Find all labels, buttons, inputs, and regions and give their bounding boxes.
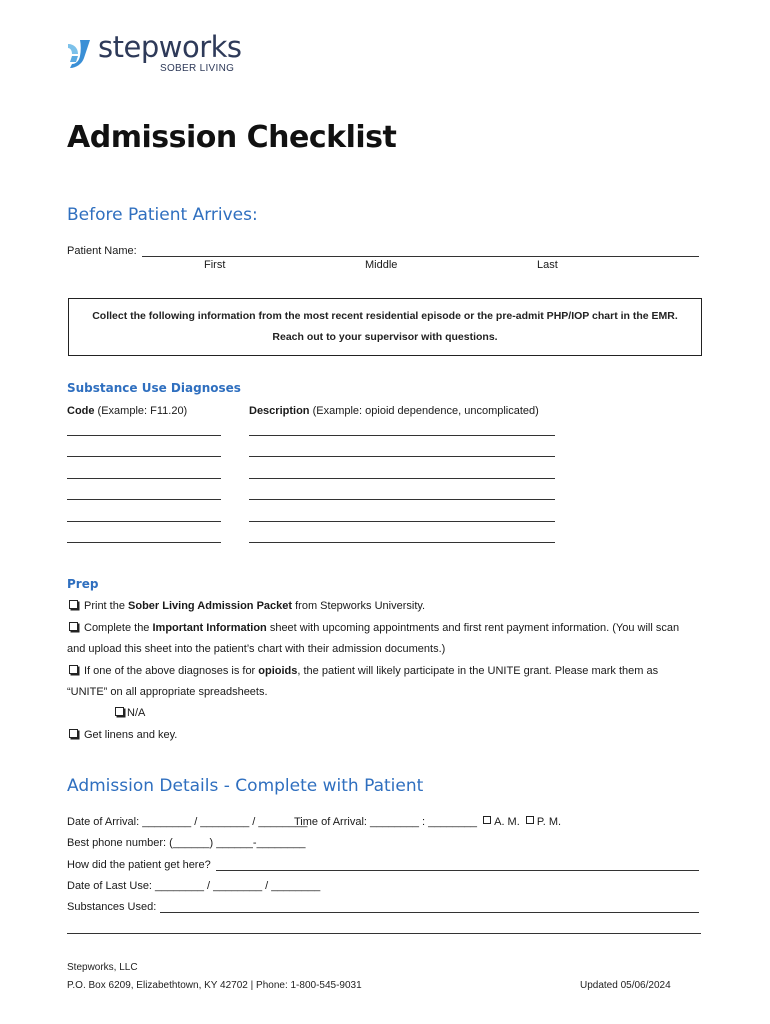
description-label: Description [249,405,310,417]
code-field-1[interactable] [67,435,221,436]
patient-name-field[interactable] [142,256,699,257]
code-field-2[interactable] [67,456,221,457]
pm-label: P. M. [536,816,562,828]
description-example: (Example: opioid dependence, uncomplicated) [309,405,539,417]
prep-item-print-packet [69,600,425,612]
prep-item-1-post: from Stepworks University. [292,600,426,612]
checkbox[interactable] [115,707,124,716]
how-arrived-field[interactable] [216,870,699,871]
am-checkbox[interactable] [483,816,491,824]
prep-item-2-continuation: and upload this sheet into the patient’s chart with their admission documents.) [67,643,446,655]
description-field-4[interactable] [249,499,555,500]
patient-name-label: Patient Name: [67,245,137,257]
code-field-4[interactable] [67,499,221,500]
date-of-arrival-field[interactable]: Date of Arrival: ________ / ________ / ________ [67,816,308,828]
instruction-line-2: Reach out to your supervisor with questions. [272,331,498,343]
code-example: (Example: F11.20) [94,405,188,417]
substances-used-field-2[interactable] [67,933,701,934]
how-arrived-label: How did the patient get here? [67,859,211,871]
instruction-box [68,298,702,356]
code-field-6[interactable] [67,542,221,543]
prep-item-1-bold: Sober Living Admission Packet [128,600,293,612]
code-field-3[interactable] [67,478,221,479]
am-label: A. M. [494,816,520,828]
description-column-header [249,405,539,417]
footer-address: P.O. Box 6209, Elizabethtown, KY 42702 | Phone: 1-800-545-9031 [67,980,362,991]
time-of-arrival-row [294,816,561,828]
checkbox[interactable] [69,729,78,738]
details-heading: Admission Details - Complete with Patient [67,776,424,796]
first-name-caption: First [204,259,226,271]
prep-item-na [115,707,145,719]
na-label: N/A [127,707,146,719]
checkbox[interactable] [69,665,78,674]
logo-wordmark: stepworks [98,30,242,64]
prep-item-2-pre: Complete the [84,622,153,634]
description-field-2[interactable] [249,456,555,457]
prep-item-1-pre: Print the [84,600,129,612]
last-name-caption: Last [537,259,558,271]
code-column-header [67,405,187,417]
prep-item-2-post: sheet with upcoming appointments and first rent payment information. (You will scan [266,622,680,634]
time-of-arrival-field[interactable]: Time of Arrival: ________ : ________ [294,816,478,828]
date-last-use-field[interactable]: Date of Last Use: ________ / ________ / ________ [67,880,321,892]
stepworks-logo-icon [66,38,96,70]
code-field-5[interactable] [67,521,221,522]
description-field-1[interactable] [249,435,555,436]
prep-item-3-continuation: “UNITE” on all appropriate spreadsheets. [67,686,268,698]
prep-item-3-post: , the patient will likely participate in the UNITE grant. Please mark them as [297,665,659,677]
prep-item-opioids [69,665,658,677]
checkbox[interactable] [69,600,78,609]
description-field-5[interactable] [249,521,555,522]
footer-updated: Updated 05/06/2024 [580,980,671,991]
prep-item-linens [69,729,177,741]
prep-item-important-info [69,622,679,634]
substances-used-field[interactable] [160,912,699,913]
prep-heading: Prep [67,577,99,591]
description-field-3[interactable] [249,478,555,479]
description-field-6[interactable] [249,542,555,543]
page-title: Admission Checklist [67,120,397,155]
footer-company: Stepworks, LLC [67,962,138,973]
instruction-line-1: Collect the following information from the most recent residential episode or the pre-admit PHP/IOP chart in the EMR. [92,310,678,322]
checkbox[interactable] [69,622,78,631]
logo-tagline: SOBER LIVING [160,63,235,74]
prep-item-2-bold: Important Information [152,622,267,634]
prep-item-3-bold: opioids [258,665,298,677]
pm-checkbox[interactable] [526,816,534,824]
before-heading: Before Patient Arrives: [67,205,258,225]
prep-item-4-text: Get linens and key. [84,729,178,741]
diagnoses-heading: Substance Use Diagnoses [67,381,241,395]
code-label: Code [67,405,95,417]
substances-used-label: Substances Used: [67,901,157,913]
middle-name-caption: Middle [365,259,398,271]
prep-item-3-pre: If one of the above diagnoses is for [84,665,259,677]
phone-number-field[interactable]: Best phone number: (______) ______-________ [67,837,306,849]
